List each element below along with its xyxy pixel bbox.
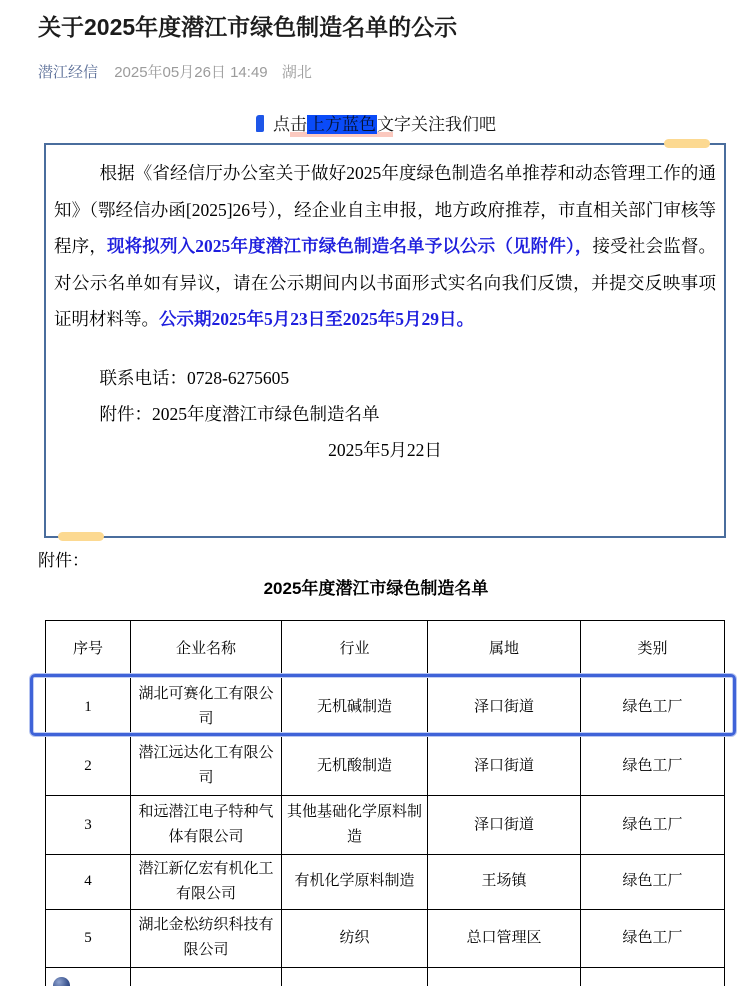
cell-company: 潜江远达化工有限公司 [131, 737, 282, 796]
cell-industry: 纺织 [282, 909, 428, 967]
follow-banner-suffix: 文字关注我们吧 [377, 115, 496, 134]
cell-company: 湖北金松纺织科技有限公司 [131, 909, 282, 967]
cell-district: 王场镇 [428, 855, 581, 910]
yellow-marker-bottom [58, 532, 104, 541]
notice-box [44, 143, 726, 538]
cell-district: 总口管理区 [428, 909, 581, 967]
page-title: 关于2025年度潜江市绿色制造名单的公示 [38, 14, 458, 40]
notice-paragraph [54, 155, 716, 338]
table-row [46, 796, 725, 855]
cell-company: 湖北可赛化工有限公司 [131, 678, 282, 737]
sign-date: 2025年5月22日 [328, 439, 442, 460]
header-cell-category: 类别 [581, 621, 725, 678]
cell-industry: 无机碱制造 [282, 678, 428, 737]
table-row-partial [46, 967, 725, 986]
cell-no: 4 [46, 855, 131, 910]
cell-industry: 其他基础化学原料制造 [282, 796, 428, 855]
attachment-reference-line: 附件：2025年度潜江市绿色制造名单 [99, 403, 380, 424]
cell-industry: 有机化学原料制造 [282, 855, 428, 910]
header-cell-district: 属地 [428, 621, 581, 678]
cell-district: 泽口街道 [428, 796, 581, 855]
blue-bar-icon [256, 115, 264, 132]
attachment-label: 附件： [38, 551, 89, 570]
table-header-row [46, 621, 725, 678]
table-row [46, 909, 725, 967]
cell-category: 绿色工厂 [581, 737, 725, 796]
cell-category: 绿色工厂 [581, 855, 725, 910]
cell-company: 和远潜江电子特种气体有限公司 [131, 796, 282, 855]
notice-seg-4-emphasis: 公示期2025年5月23日至2025年5月29日。 [159, 309, 474, 329]
cell-no: 1 [46, 678, 131, 737]
follow-banner-highlight[interactable]: 上方蓝色 [308, 115, 376, 134]
notice-seg-1: 根据《省经信厅办公室关于做好2025年度绿色制造名单推荐和动态管理工作的通知》（鄂经信办函[2025]26号），经企业自主申报，地方政府推荐，市直相关部门审核等程序， [54, 163, 716, 256]
header-cell-company: 企业名称 [131, 621, 282, 678]
publish-region: 湖北 [281, 64, 312, 81]
cell-district: 泽口街道 [428, 737, 581, 796]
cell-no: 3 [46, 796, 131, 855]
follow-banner[interactable] [0, 110, 752, 135]
cell-category: 绿色工厂 [581, 796, 725, 855]
table-title: 2025年度潜江市绿色制造名单 [263, 579, 489, 598]
header-cell-no: 序号 [46, 621, 131, 678]
cell-industry: 无机酸制造 [282, 737, 428, 796]
cell-no: 2 [46, 737, 131, 796]
cell-district: 泽口街道 [428, 678, 581, 737]
publish-datetime: 2025年05月26日 14:49 [114, 64, 268, 81]
account-name-link[interactable]: 潜江经信 [38, 64, 99, 81]
header-cell-industry: 行业 [282, 621, 428, 678]
notice-seg-2-emphasis: 现将拟列入2025年度潜江市绿色制造名单予以公示（见附件）， [106, 236, 593, 256]
cell-no: 5 [46, 909, 131, 967]
table-row [46, 737, 725, 796]
yellow-marker-top [664, 139, 710, 148]
cell-company: 潜江新亿宏有机化工有限公司 [131, 855, 282, 910]
table-row [46, 678, 725, 737]
follow-banner-prefix: 点击 [273, 115, 307, 134]
notice-seg-3: 接受社会监督。对公示名单如有异议，请在公示期间内以书面形式实名向我们反馈，并提交反映事项证明材料等。 [54, 236, 717, 329]
cell-category: 绿色工厂 [581, 909, 725, 967]
byline [38, 61, 322, 82]
cell-category: 绿色工厂 [581, 678, 725, 737]
green-manufacturing-table [45, 620, 725, 986]
table-row [46, 855, 725, 910]
contact-phone-line: 联系电话：0728-6275605 [99, 367, 290, 388]
